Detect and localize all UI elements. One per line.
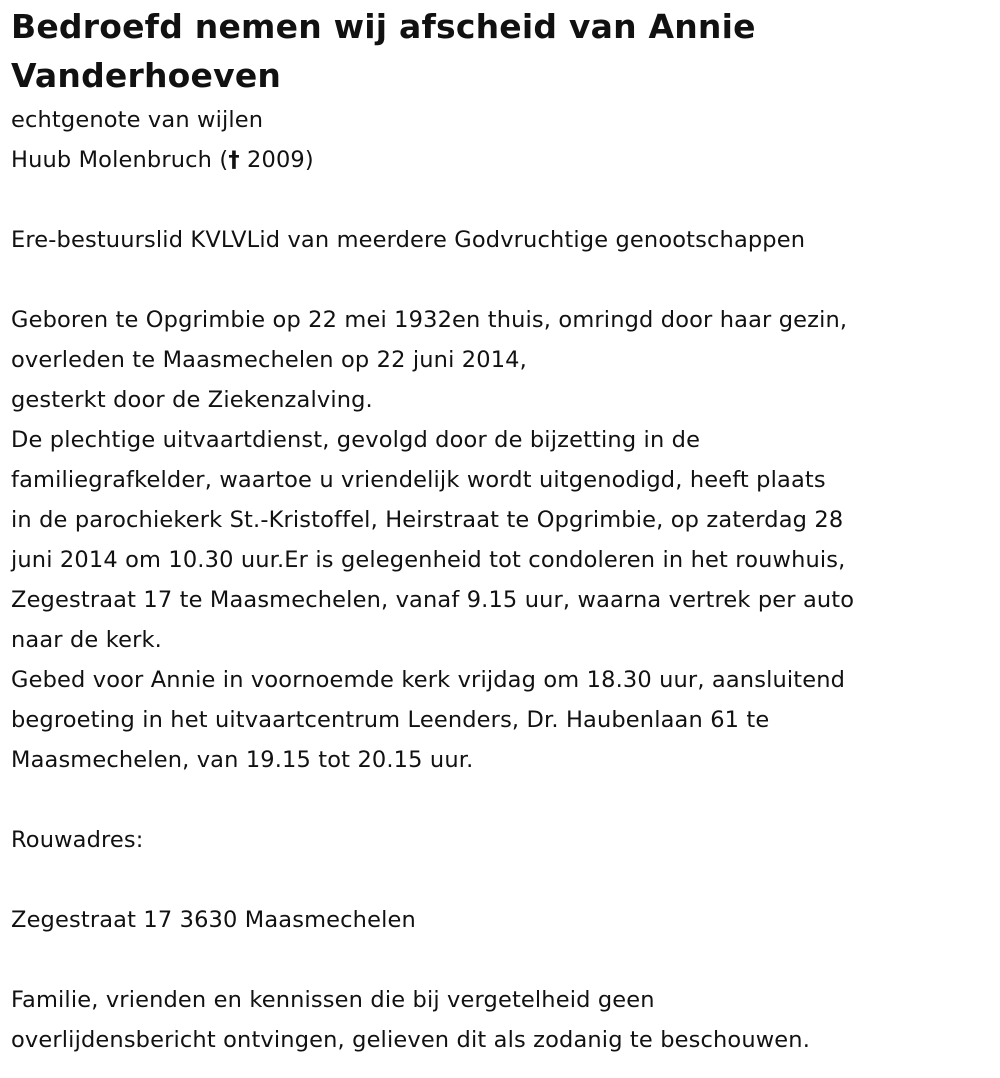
spouse-intro: echtgenote van wijlen xyxy=(11,107,264,133)
spacer xyxy=(11,940,988,980)
spacer xyxy=(11,260,988,300)
body-line: Gebed voor Annie in voornoemde kerk vrijdag om 18.30 uur, aansluitend xyxy=(11,667,846,693)
body-line: begroeting in het uitvaartcentrum Leenders, Dr. Haubenlaan 61 te xyxy=(11,707,770,733)
mourning-address: Zegestraat 17 3630 Maasmechelen xyxy=(11,907,416,933)
spouse-death-year: 2009) xyxy=(239,147,314,173)
body-line: juni 2014 om 10.30 uur.Er is gelegenheid tot condoleren in het rouwhuis, xyxy=(11,547,846,573)
affiliations: Ere-bestuurslid KVLVLid van meerdere Godvruchtige genootschappen xyxy=(11,227,806,253)
address-label: Rouwadres: xyxy=(11,827,144,853)
cross-icon: † xyxy=(228,147,240,173)
spouse-line xyxy=(11,140,988,180)
spacer xyxy=(11,180,988,220)
closing-note xyxy=(11,980,988,1060)
body-line: familiegrafkelder, waartoe u vriendelijk wordt uitgenodigd, heeft plaats xyxy=(11,467,826,493)
obituary-body xyxy=(11,300,988,780)
spacer xyxy=(11,860,988,900)
obituary-title: Bedroefd nemen wij afscheid van Annie Vanderhoeven xyxy=(11,7,756,95)
closing-line: overlijdensbericht ontvingen, gelieven dit als zodanig te beschouwen. xyxy=(11,1027,811,1053)
spouse-name: Huub Molenbruch ( xyxy=(11,147,229,173)
body-line: Geboren te Opgrimbie op 22 mei 1932en thuis, omringd door haar gezin, xyxy=(11,307,848,333)
body-line: in de parochiekerk St.-Kristoffel, Heirstraat te Opgrimbie, op zaterdag 28 xyxy=(11,507,844,533)
body-line: De plechtige uitvaartdienst, gevolgd door de bijzetting in de xyxy=(11,427,701,453)
body-line: Zegestraat 17 te Maasmechelen, vanaf 9.15 uur, waarna vertrek per auto xyxy=(11,587,855,613)
body-line: gesterkt door de Ziekenzalving. xyxy=(11,387,373,413)
body-line: Maasmechelen, van 19.15 tot 20.15 uur. xyxy=(11,747,474,773)
closing-line: Familie, vrienden en kennissen die bij vergetelheid geen xyxy=(11,987,655,1013)
body-line: overleden te Maasmechelen op 22 juni 2014, xyxy=(11,347,527,373)
body-line: naar de kerk. xyxy=(11,627,162,653)
spacer xyxy=(11,780,988,820)
